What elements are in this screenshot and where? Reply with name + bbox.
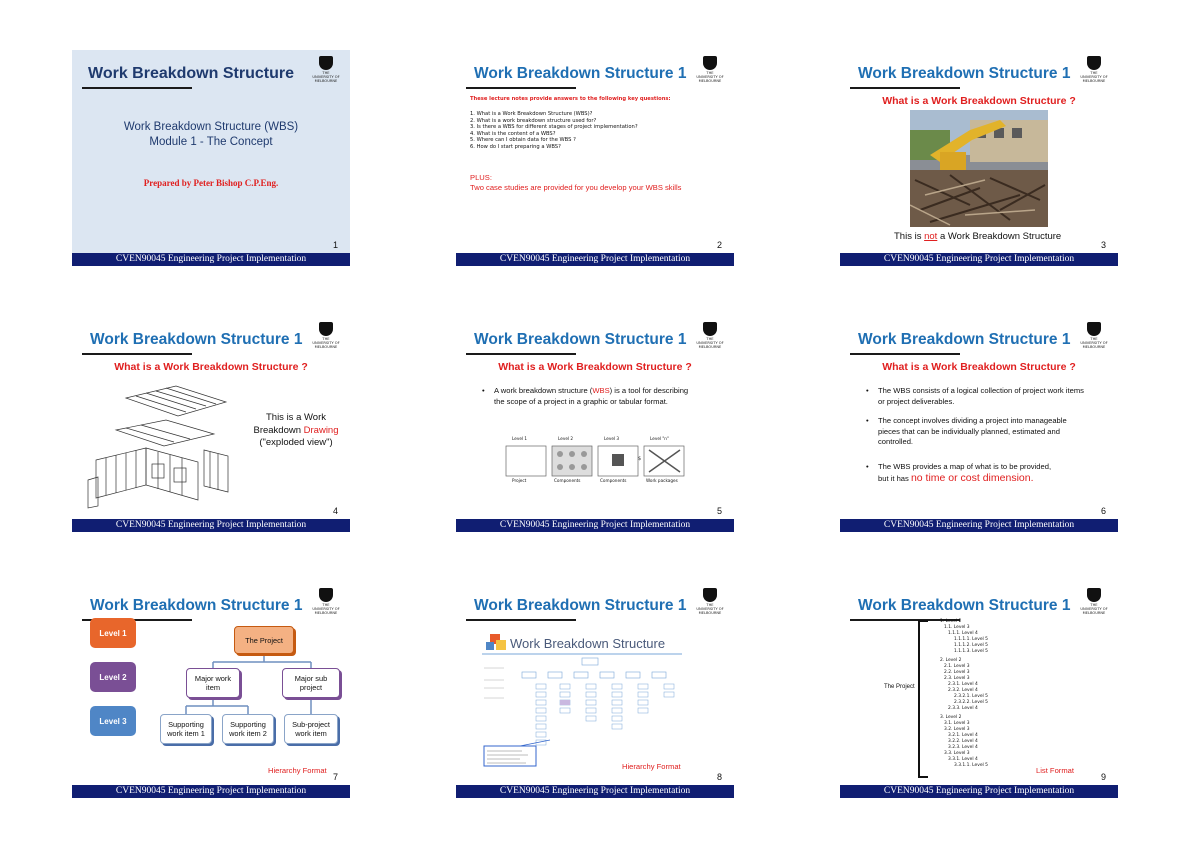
- slide-number: 8: [716, 772, 722, 782]
- slide-2[interactable]: [456, 50, 734, 266]
- slide-subtitle: What is a Work Breakdown Structure ?: [498, 361, 692, 373]
- slide-subtitle: What is a Work Breakdown Structure ?: [882, 361, 1076, 373]
- root-label: The Project: [884, 684, 915, 690]
- slide-subtitle: What is a Work Breakdown Structure ?: [882, 95, 1076, 107]
- university-crest-icon: THE UNIVERSITY OF MELBOURNE: [1080, 322, 1108, 352]
- diagram-item-label: Components: [554, 478, 581, 483]
- photo-caption: This is not a Work Breakdown Structure: [894, 231, 1062, 242]
- slide-title: Work Breakdown Structure 1: [474, 331, 687, 348]
- slide-title: Work Breakdown Structure 1: [474, 597, 687, 614]
- slide-title: Work Breakdown Structure: [88, 65, 294, 82]
- screenshot-title: Work Breakdown Structure: [510, 636, 666, 651]
- diagram-item-label: Project: [512, 478, 527, 483]
- slide-number: 9: [1100, 772, 1106, 782]
- university-crest-icon: THE UNIVERSITY OF MELBOURNE: [312, 588, 340, 618]
- slide-footer: CVEN90045 Engineering Project Implementation: [72, 253, 350, 266]
- level-1-box: Level 1: [90, 618, 136, 648]
- question-item: 3. Is there a WBS for different stages of project implementation?: [470, 124, 638, 131]
- svg-text:$: $: [638, 456, 642, 462]
- question-item: 5. Where can I obtain data for the WBS ?: [470, 137, 576, 144]
- university-crest-icon: THE UNIVERSITY OF MELBOURNE: [1080, 588, 1108, 618]
- slide-6[interactable]: [840, 316, 1118, 532]
- slide-title: Work Breakdown Structure 1: [858, 331, 1071, 348]
- slide-footer: CVEN90045 Engineering Project Implementation: [456, 519, 734, 532]
- supporting-item-2-node: Supporting work item 2: [222, 714, 274, 744]
- level-3-box: Level 3: [90, 706, 136, 736]
- university-crest-icon: THE UNIVERSITY OF MELBOURNE: [312, 56, 340, 86]
- format-label: Hierarchy Format: [268, 766, 327, 775]
- slide-footer: CVEN90045 Engineering Project Implementation: [456, 785, 734, 798]
- sub-project-item-node: Sub-project work item: [284, 714, 338, 744]
- title-rule: [850, 87, 960, 89]
- bullet-item: • The concept involves dividing a project into manageable pieces that can be individually planned, estimated and controlled.: [866, 416, 1067, 446]
- title-rule: [82, 353, 192, 355]
- slide-footer: CVEN90045 Engineering Project Implementation: [840, 519, 1118, 532]
- level-2-box: Level 2: [90, 662, 136, 692]
- slide-title: Work Breakdown Structure 1: [858, 65, 1071, 82]
- slide-footer: CVEN90045 Engineering Project Implementation: [456, 253, 734, 266]
- slide-footer: CVEN90045 Engineering Project Implementation: [840, 785, 1118, 798]
- wbs-screenshot: [482, 628, 704, 768]
- slide-number: 7: [332, 772, 338, 782]
- slide-number: 2: [716, 240, 722, 250]
- slide-number: 6: [1100, 506, 1106, 516]
- slide-7[interactable]: [72, 582, 350, 798]
- slide-4[interactable]: [72, 316, 350, 532]
- slide-footer: CVEN90045 Engineering Project Implementation: [840, 253, 1118, 266]
- slide-number: 3: [1100, 240, 1106, 250]
- slide-subtitle: What is a Work Breakdown Structure ?: [114, 361, 308, 373]
- demolition-photo: [910, 110, 1048, 227]
- title-rule: [850, 353, 960, 355]
- diagram-level-label: Level 3: [604, 436, 620, 441]
- plus-text: Two case studies are provided for you develop your WBS skills: [470, 183, 682, 192]
- list-format-outline: 1. Level 2 1.1. Level 3 1.1.1. Level 4 1.1.1.1. Level 5 1.1.1.2. Level 5 1.1.1.3. Level 5 2. Level 2 2.1. Level 3 2.2. Level 3 2.3. Level 3 2.3.1. Level 4 2.3.2. Level 4 2.3.2.1. Level 5 2.3.2.2. Level 5 2.3.3. Level 4 3. Level 2 3.1. Level 3 3.2. Level 3 3.2.1. Level 4 3.2.2. Level 4 3.2.3. Level 4 3.3. Level 3 3.3.1. Level 4 3.3.1.1. Level 5: [940, 619, 988, 768]
- slide-number: 5: [716, 506, 722, 516]
- slide-title: Work Breakdown Structure 1: [858, 597, 1071, 614]
- format-label: Hierarchy Format: [622, 762, 681, 771]
- slide-8[interactable]: [456, 582, 734, 798]
- university-crest-icon: THE UNIVERSITY OF MELBOURNE: [696, 56, 724, 86]
- bullet-item: • A work breakdown structure (WBS) is a tool for describing the scope of a project in a graphic or tabular format.: [482, 386, 689, 406]
- university-crest-icon: THE UNIVERSITY OF MELBOURNE: [312, 322, 340, 352]
- slide-3[interactable]: [840, 50, 1118, 266]
- title-rule: [82, 87, 192, 89]
- slide-title: Work Breakdown Structure 1: [90, 597, 303, 614]
- author-credit: Prepared by Peter Bishop C.P.Eng.: [143, 178, 279, 188]
- question-item: 2. What is a work breakdown structure used for?: [470, 117, 597, 124]
- question-item: 4. What is the content of a WBS?: [470, 130, 556, 137]
- slide-footer: CVEN90045 Engineering Project Implementation: [72, 785, 350, 798]
- exploded-house-drawing: [86, 380, 236, 510]
- title-rule: [466, 353, 576, 355]
- supporting-item-1-node: Supporting work item 1: [160, 714, 212, 744]
- intro-text: These lecture notes provide answers to the following key questions:: [470, 96, 671, 102]
- diagram-item-label: Components: [600, 478, 627, 483]
- plus-label: PLUS:: [470, 173, 492, 182]
- diagram-level-label: Level 1: [512, 436, 528, 441]
- decomposition-diagram: [504, 436, 694, 488]
- drawing-caption: This is a Work Breakdown Drawing ("exploded view"): [253, 412, 339, 448]
- slide-5[interactable]: [456, 316, 734, 532]
- slide-number: 4: [332, 506, 338, 516]
- major-sub-project-node: Major sub project: [282, 668, 340, 698]
- slide-number: 1: [332, 240, 338, 250]
- format-label: List Format: [1036, 766, 1074, 775]
- slide-subtitle-line1: Work Breakdown Structure (WBS): [123, 121, 299, 133]
- slide-title: Work Breakdown Structure 1: [474, 65, 687, 82]
- diagram-level-label: Level 2: [558, 436, 574, 441]
- university-crest-icon: THE UNIVERSITY OF MELBOURNE: [696, 322, 724, 352]
- question-item: 6. How do I start preparing a WBS?: [470, 143, 561, 150]
- major-work-item-node: Major work item: [186, 668, 240, 698]
- university-crest-icon: THE UNIVERSITY OF MELBOURNE: [1080, 56, 1108, 86]
- diagram-level-label: Level "n": [650, 436, 669, 441]
- diagram-item-label: Work packages: [646, 478, 678, 483]
- question-item: 1. What is a Work Breakdown Structure (WBS)?: [470, 111, 593, 117]
- slide-subtitle-line2: Module 1 - The Concept: [149, 136, 273, 148]
- bullet-item: • The WBS provides a map of what is to be provided,: [866, 462, 1052, 471]
- slide-1[interactable]: [72, 50, 350, 266]
- slide-footer: CVEN90045 Engineering Project Implementation: [72, 519, 350, 532]
- title-rule: [466, 87, 576, 89]
- slide-title: Work Breakdown Structure 1: [90, 331, 303, 348]
- project-node: The Project: [234, 626, 294, 654]
- title-rule: [466, 619, 576, 621]
- bullet-tail: but it has no time or cost dimension.: [878, 472, 1034, 484]
- university-crest-icon: THE UNIVERSITY OF MELBOURNE: [696, 588, 724, 618]
- bullet-item: • The WBS consists of a logical collection of project work items or project deliverables.: [866, 386, 1084, 406]
- question-list: [470, 111, 638, 151]
- slide-9[interactable]: [840, 582, 1118, 798]
